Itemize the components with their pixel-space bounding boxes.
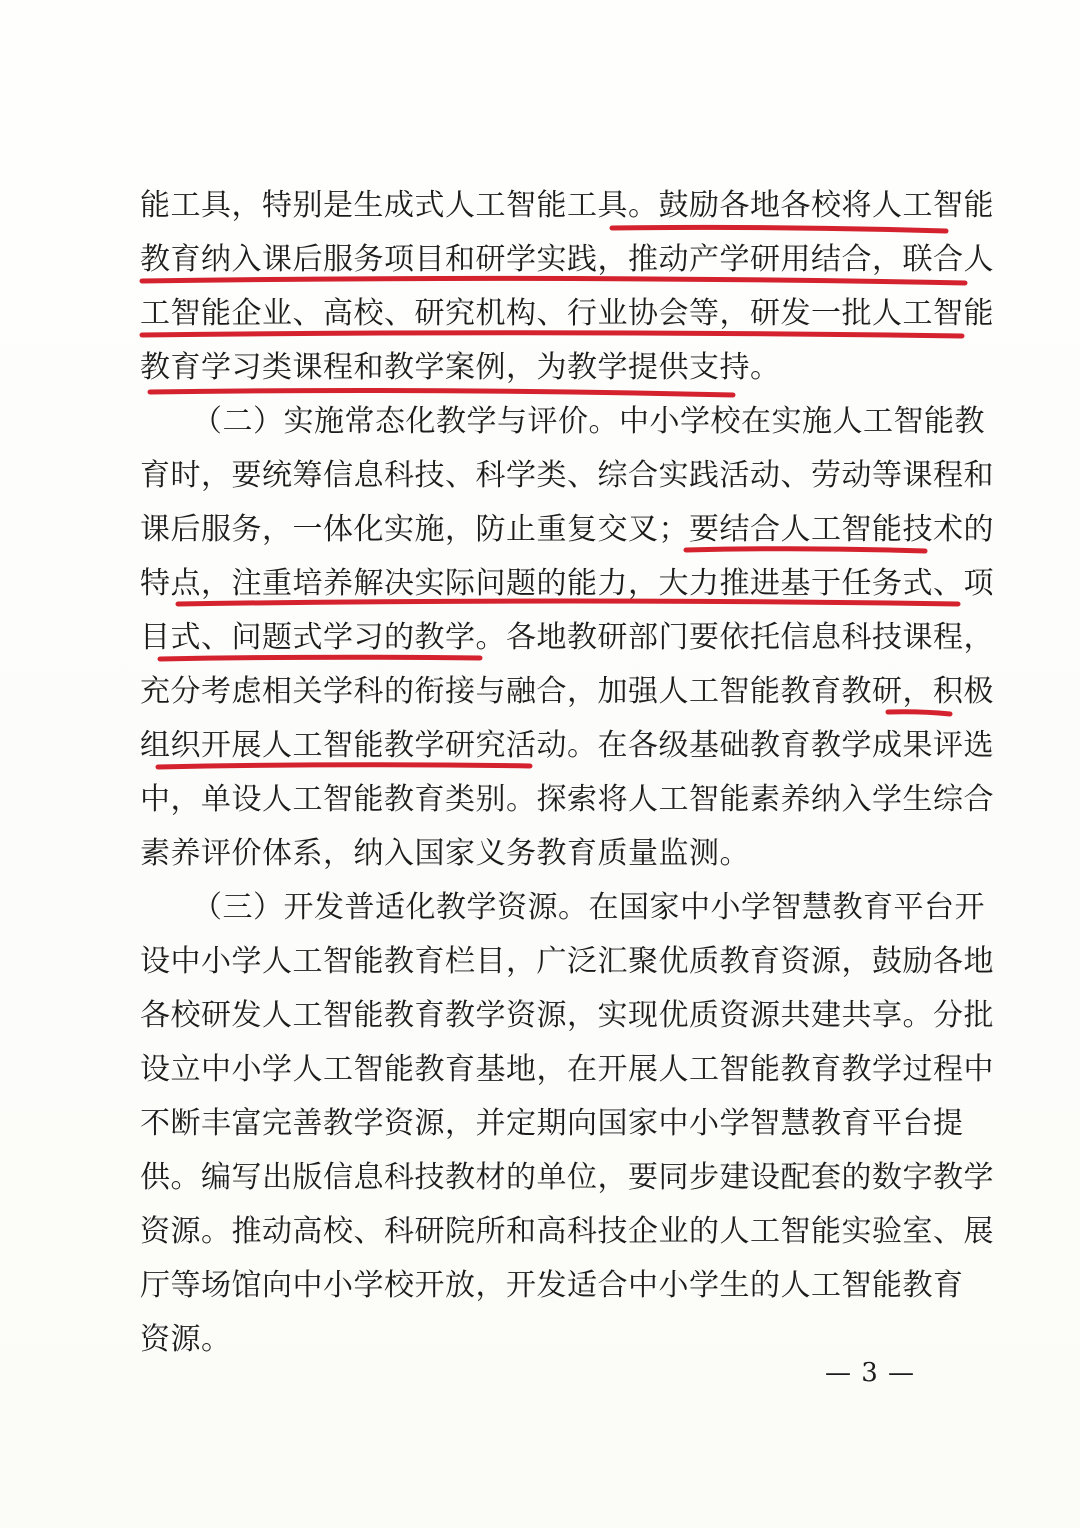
text-line-12: 中，单设人工智能教育类别。探索将人工智能素养纳入学生综合 [140,782,994,817]
section-heading-3: （三）开发普适化教学资源。在国家中小学智慧教育平台开 [192,890,985,925]
text-line-21: 厅等场馆向中小学校开放，开发适合中小学生的人工智能教育 [140,1268,964,1303]
red-underline-mark [612,227,946,231]
text-line-4: 教育学习类课程和教学案例，为教学提供支持。 [140,350,781,385]
text-line-13: 素养评价体系，纳入国家义务教育质量监测。 [140,836,750,871]
text-line-3: 工智能企业、高校、研究机构、行业协会等，研发一批人工智能 [140,296,994,331]
red-underline-mark [150,391,733,395]
text-line-19: 供。编写出版信息科技教材的单位，要同步建设配套的数字教学 [140,1160,994,1195]
red-underline-mark [888,712,950,714]
text-line-7: 课后服务，一体化实施，防止重复交叉；要结合人工智能技术的 [140,512,994,547]
text-line-8: 特点，注重培养解决实际问题的能力，大力推进基于任务式、项 [140,566,994,601]
section-heading-2: （二）实施常态化教学与评价。中小学校在实施人工智能教 [192,404,985,439]
text-line-16: 各校研发人工智能教育教学资源，实现优质资源共建共享。分批 [140,998,994,1033]
text-line-6: 育时，要统筹信息科技、科学类、综合实践活动、劳动等课程和 [140,458,994,493]
page-number: — 3 — [824,1358,916,1388]
text-line-15: 设中小学人工智能教育栏目，广泛汇聚优质教育资源，鼓励各地 [140,944,994,979]
text-line-22: 资源。 [140,1322,232,1357]
text-line-20: 资源。推动高校、科研院所和高科技企业的人工智能实验室、展 [140,1214,994,1249]
text-line-17: 设立中小学人工智能教育基地，在开展人工智能教育教学过程中 [140,1052,994,1087]
text-line-10: 充分考虑相关学科的衔接与融合，加强人工智能教育教研，积极 [140,674,994,709]
text-line-9: 目式、问题式学习的教学。各地教研部门要依托信息科技课程， [140,620,994,655]
text-line-18: 不断丰富完善教学资源，并定期向国家中小学智慧教育平台提 [140,1106,964,1141]
text-line-1: 能工具，特别是生成式人工智能工具。鼓励各地各校将人工智能 [140,188,994,223]
text-line-2: 教育纳入课后服务项目和研学实践，推动产学研用结合，联合人 [140,242,994,277]
text-line-11: 组织开展人工智能教学研究活动。在各级基础教育教学成果评选 [140,728,994,763]
